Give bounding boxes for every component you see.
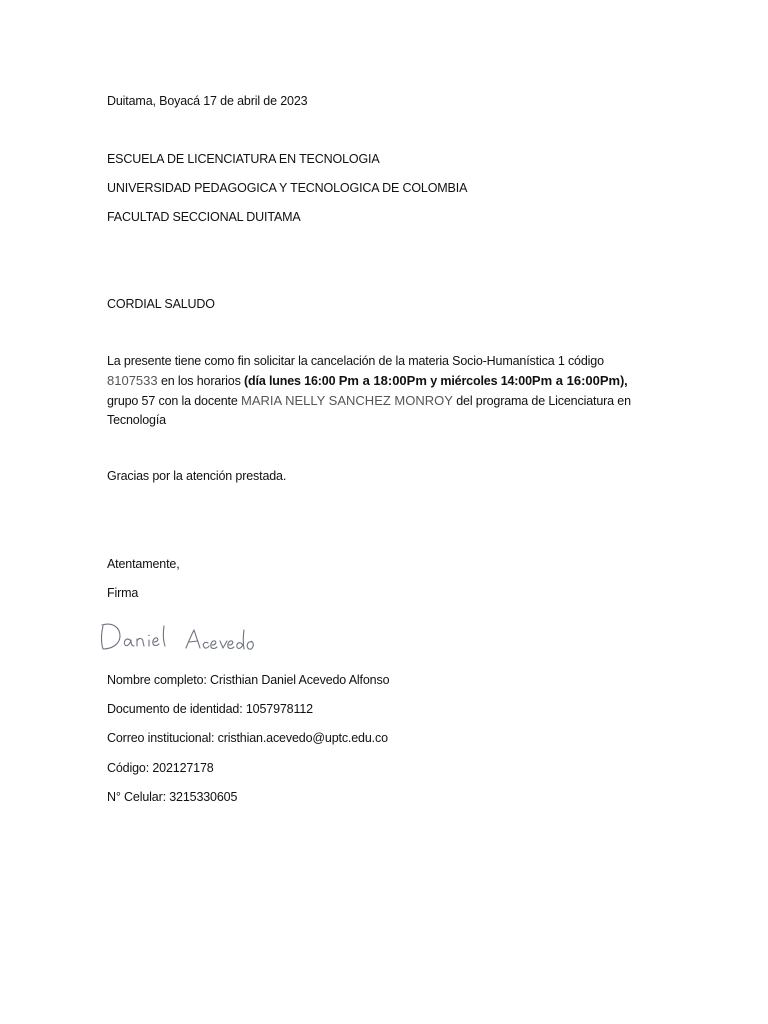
student-code: Código: 202127178: [107, 761, 214, 775]
program-text: del programa de Licenciatura en: [452, 394, 631, 408]
body-line-3: [107, 391, 667, 411]
greeting: CORDIAL SALUDO: [107, 297, 215, 311]
full-name: Nombre completo: Cristhian Daniel Acevedo Alfonso: [107, 673, 390, 687]
institutional-email: Correo institucional: cristhian.acevedo@uptc.edu.co: [107, 731, 388, 745]
closing: Atentamente,: [107, 557, 180, 571]
schedule-part-a: (día lunes 16:00: [244, 374, 339, 388]
subject-code: 8107533: [107, 373, 158, 388]
group-text: grupo 57 con la docente: [107, 394, 242, 408]
body-paragraph: [107, 352, 667, 430]
identity-document: Documento de identidad: 1057978112: [107, 702, 313, 716]
schedule-intro: en los horarios: [157, 374, 245, 388]
schedule-part-b: y miércoles 14:00: [426, 374, 532, 388]
signature-label: Firma: [107, 586, 139, 600]
teacher-name: MARIA NELLY SANCHEZ MONROY: [241, 393, 453, 408]
recipient-line-1: ESCUELA DE LICENCIATURA EN TECNOLOGIA: [107, 152, 380, 166]
recipient-line-3: FACULTAD SECCIONAL DUITAMA: [107, 210, 301, 224]
recipient-line-2: UNIVERSIDAD PEDAGOGICA Y TECNOLOGICA DE COLOMBIA: [107, 181, 468, 195]
phone-number: N° Celular: 3215330605: [107, 790, 238, 804]
body-line-4: Tecnología: [107, 413, 166, 427]
handwritten-signature: [96, 616, 266, 660]
schedule-part-c: ),: [620, 374, 628, 388]
place-date: Duitama, Boyacá 17 de abril de 2023: [107, 94, 308, 108]
body-line-2: [107, 371, 667, 391]
body-line-1: La presente tiene como fin solicitar la cancelación de la materia Socio-Humanística 1 código: [107, 354, 604, 368]
schedule-time-a: Pm a 18:00Pm: [338, 373, 427, 388]
thanks-line: Gracias por la atención prestada.: [107, 469, 287, 483]
schedule-time-b: Pm a 16:00Pm: [531, 373, 621, 388]
